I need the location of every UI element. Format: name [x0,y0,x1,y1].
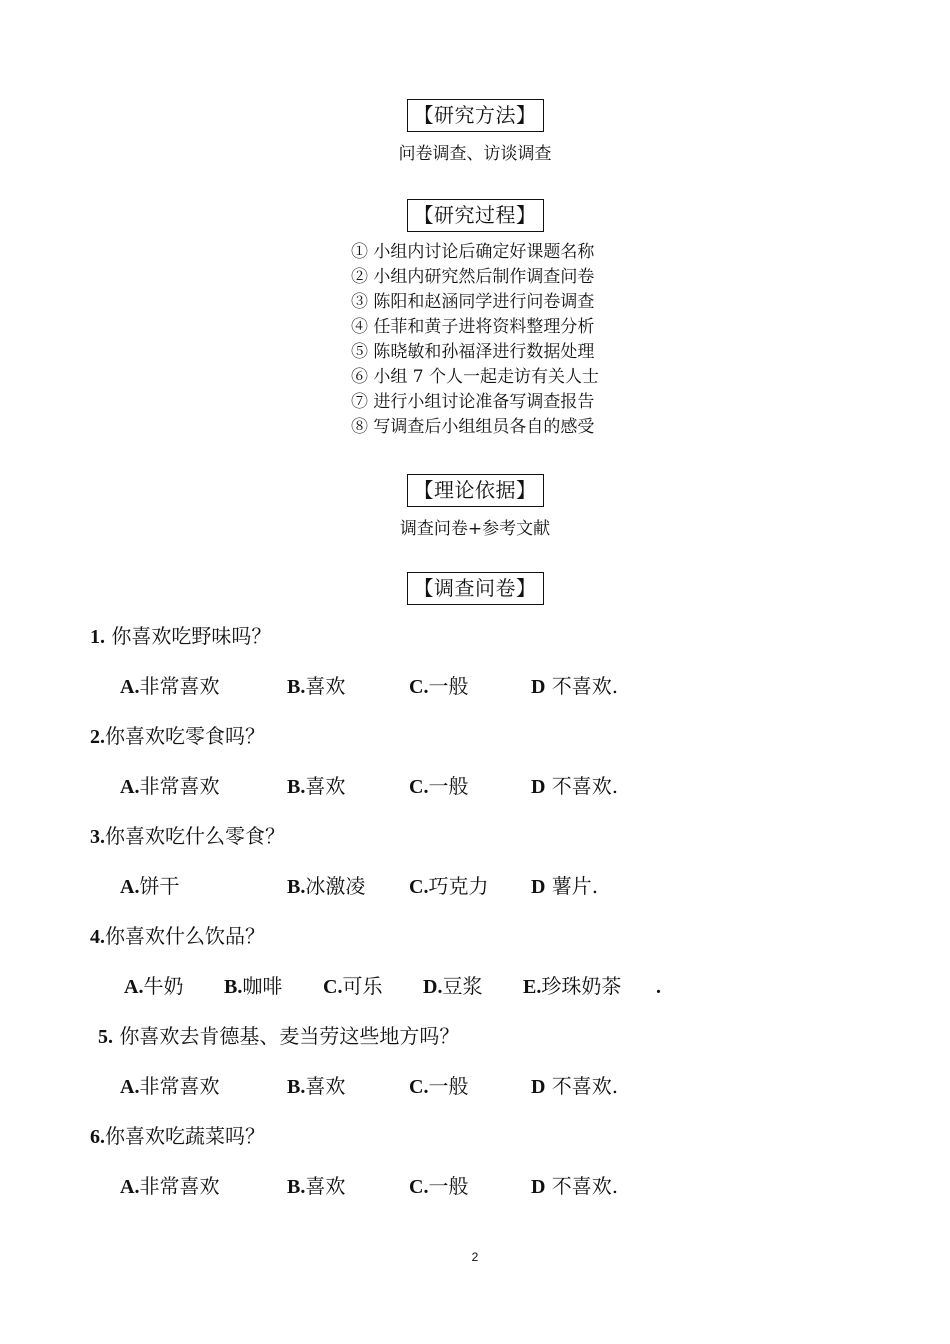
option-d: D.豆浆 [423,974,483,998]
question-5: 5. 你喜欢去肯德基、麦当劳这些地方吗？ [98,1024,460,1048]
method-text: 问卷调查、访谈调查 [398,144,552,164]
option-b: B.喜欢 [287,674,346,698]
question-3: 3.你喜欢吃什么零食？ [90,824,285,848]
option-a: A.牛奶 [124,974,184,998]
option-b: B.喜欢 [287,1174,346,1198]
section-process [0,199,950,440]
process-step: ⑤ 陈晓敏和孙福泽进行数据处理 [350,342,595,362]
process-step: ⑥ 小组 7 个人一起走访有关人士 [350,367,600,387]
process-steps [351,240,599,440]
process-step: ⑧ 写调查后小组组员各自的感受 [350,417,595,437]
section-survey [0,572,950,605]
option-b: B.喜欢 [287,1074,346,1098]
process-step: ③ 陈阳和赵涵同学进行问卷调查 [350,292,595,312]
question-4: 4.你喜欢什么饮品？ [90,924,265,948]
option-c: C.一般 [409,1174,469,1198]
option-a: A.非常喜欢 [120,774,220,798]
theory-heading: 【理论依据】 [407,474,544,507]
process-step: ② 小组内研究然后制作调查问卷 [350,267,595,287]
method-heading: 【研究方法】 [407,99,544,132]
process-step: ④ 任菲和黄子进将资料整理分析 [350,317,595,337]
option-c: C.一般 [409,674,469,698]
option-b: B.冰激凌 [287,874,366,898]
option-c: C.可乐 [323,974,383,998]
option-b: B.咖啡 [224,974,283,998]
option-c: C.一般 [409,774,469,798]
section-theory [0,474,950,541]
option-d: D 薯片. [531,874,599,898]
option-b: B.喜欢 [287,774,346,798]
option-c: C.巧克力 [409,874,489,898]
option-d: D 不喜欢. [531,774,619,798]
option-end-mark: . [656,976,661,998]
process-heading: 【研究过程】 [407,199,544,232]
process-step: ⑦ 进行小组讨论准备写调查报告 [350,392,595,412]
option-a: A.非常喜欢 [120,1174,220,1198]
option-a: A.非常喜欢 [120,674,220,698]
option-e: E.珍珠奶茶 [523,974,622,998]
option-c: C.一般 [409,1074,469,1098]
question-6: 6.你喜欢吃蔬菜吗？ [90,1124,265,1148]
option-d: D 不喜欢. [531,1174,619,1198]
option-a: A.非常喜欢 [120,1074,220,1098]
option-a: A.饼干 [120,874,180,898]
theory-text: 调查问卷+参考文献 [399,519,551,539]
survey-heading: 【调查问卷】 [407,572,544,605]
page-number: 2 [471,1250,479,1264]
option-d: D 不喜欢. [531,1074,619,1098]
option-d: D 不喜欢. [531,674,619,698]
question-1: 1. 你喜欢吃野味吗？ [90,624,272,648]
process-step: ① 小组内讨论后确定好课题名称 [350,242,595,262]
question-2: 2.你喜欢吃零食吗？ [90,724,265,748]
section-method [0,99,950,166]
